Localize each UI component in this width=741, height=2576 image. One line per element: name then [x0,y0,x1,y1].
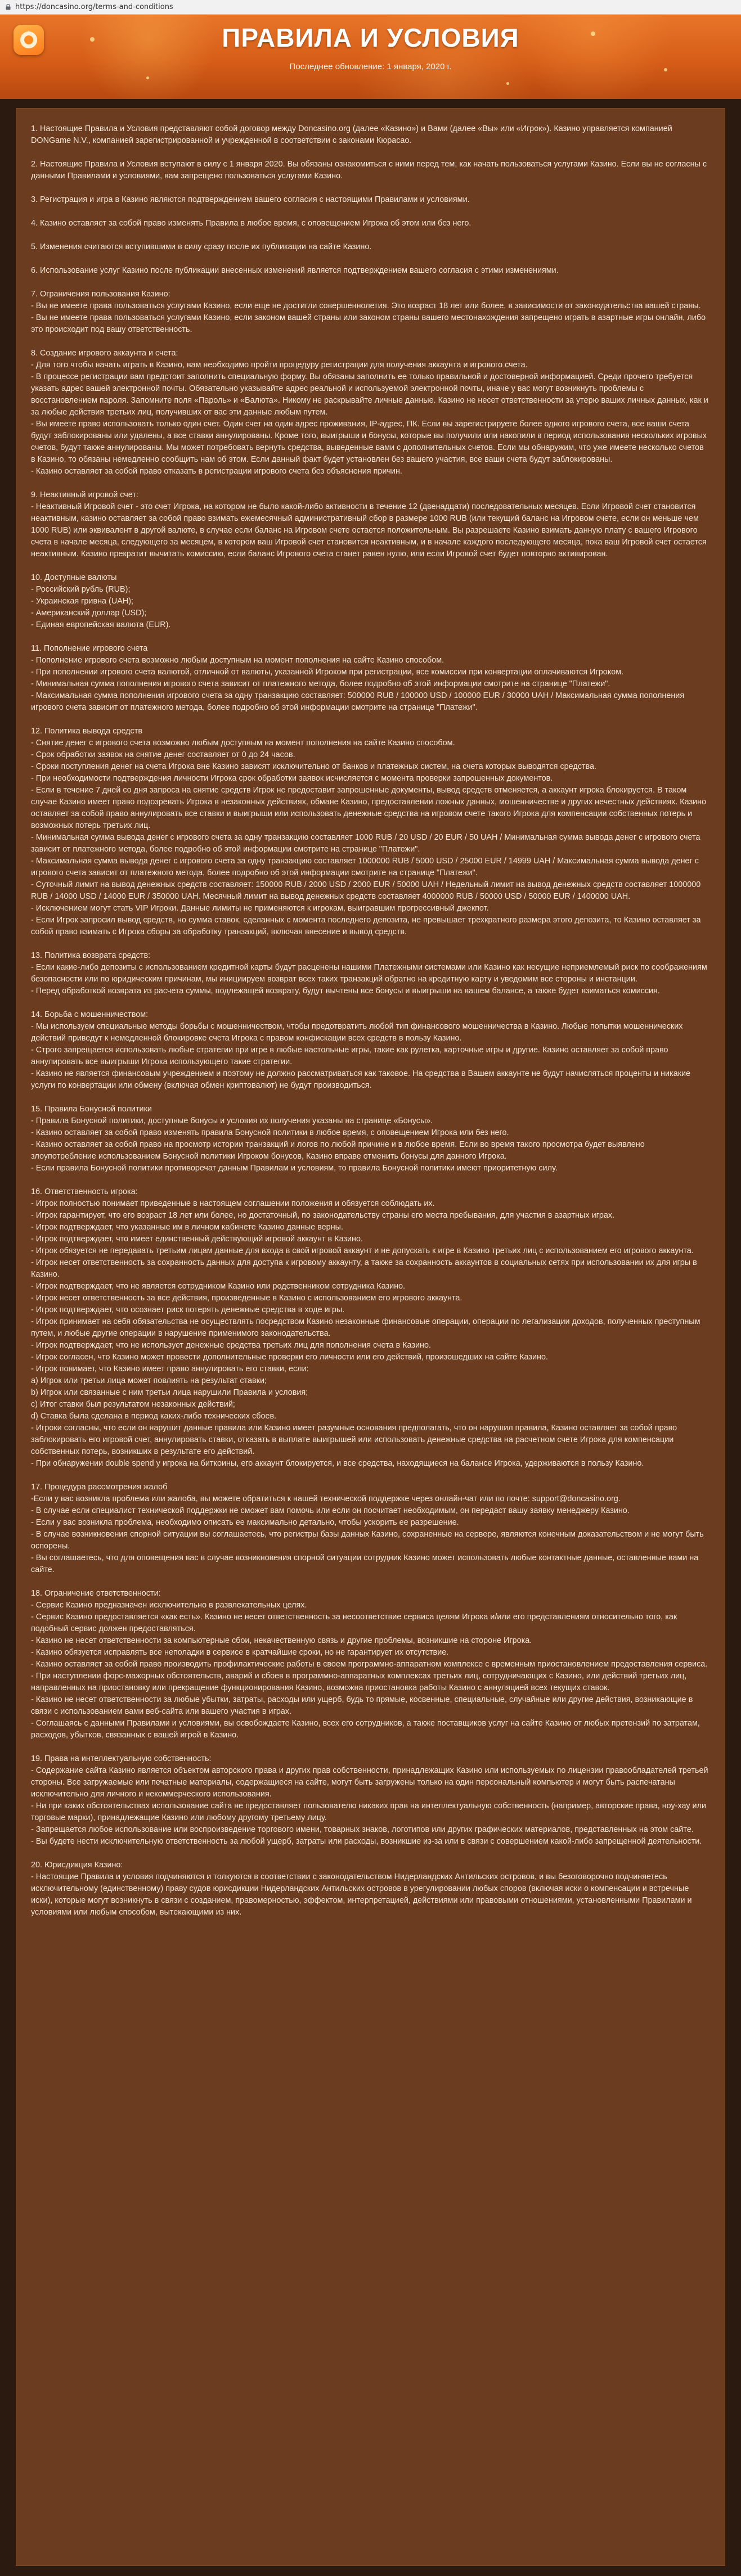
decor-sparkle [146,76,149,79]
page-title: ПРАВИЛА И УСЛОВИЯ [222,23,519,52]
lock-icon [6,4,11,10]
terms-section: 9. Неактивный игровой счет: - Неактивный Игровой счет - это счет Игрока, на котором не было какой-либо активности в течение 12 (двенадцати) последовательных месяцев. Если Игровой счет становится неактивным, казино оставляет за собой право взимать ежемесячный административный сбор в размере 1000 RUB (или текущий баланс на Игровом счете, если он меньше чем 1000 RUB) или эквивалент в другой валюте, в случае если баланс на Игровом счете остается положительным. Вы разрешаете Казино взимать данную плату с вашего Игрового счета в начале месяца, следующего за месяцем, в котором ваш Игровой счет становится неактивным, и в начале каждого последующего месяца, пока ваш Игровой счет остается неактивным. Казино прекратит вычитать комиссию, если баланс Игрового счета станет равен нулю, или если Игровой счет будет повторно активирован. [31,490,707,559]
terms-panel [16,108,725,2566]
terms-section: 16. Ответственность игрока: - Игрок полностью понимает приведенные в настоящем соглашении положения и обязуется соблюдать их. - Игрок гарантирует, что его возраст 18 лет или более, но достаточный, по законодательству страны его места пребывания, для участия в азартных играх. - Игрок подтверждает, что указанные им в личном кабинете Казино данные верны. - Игрок подтверждает, что имеет единственный действующий игровой аккаунт в Казино. - Игрок обязуется не передавать третьим лицам данные для входа в свой игровой аккаунт и не допускать к игре в Казино третьих лиц с использованием его игрового аккаунта. - Игрок несет ответственность за сохранность данных для доступа к игровому аккаунту, а также за сохранность аккаунтов в социальных сетях при использовании их для игры в Казино. - Игрок подтверждает, что не является сотрудником Казино или родственником сотрудника Казино. - Игрок несет ответственность за все действия, произведенные в Казино с использованием его игрового аккаунта. - Игрок подтверждает, что осознает риск потерять денежные средства в ходе игры. - Игрок принимает на себя обязательства не осуществлять посредством Казино незаконные финансовые операции, операции по легализации доходов, полученных преступным путем, и любые другие операции в нарушение применимого законодательства. - Игрок подтверждает, что не использует денежные средства третьих лиц для пополнения счета в Казино. - Игрок согласен, что Казино может провести дополнительные проверки его личности или его действий, произошедших на сайте Казино. - Игрок понимает, что Казино имеет право аннулировать его ставки, если: a) Игрок или третьи лица может повлиять на результат ставки; b) Игрок или связанные с ним третьи лица нарушили Правила и условия; c) Итог ставки был результатом незаконных действий; d) Ставка была сделана в период каких-либо технических сбоев. - Игроки согласны, что если он нарушит данные правила или Казино имеет разумные основания предполагать, что он нарушил правила, Казино оставляет за собой право заблокировать его игровой счет, аннулировать ставки, отказать в выплате выигрышей или использовать денежные средства на расчетном счете Игрока для компенсации собственных потерь, возникших в результате его действий. - При обнаружении double spend у игрока на биткоины, его аккаунт блокируется, и все средства, находящиеся на балансе Игрока, удерживаются в пользу Казино. [31,1187,700,1468]
terms-section: 11. Пополнение игрового счета - Пополнение игрового счета возможно любым доступным на момент пополнения на сайте Казино способом. - При пополнении игрового счета валютой, отличной от валюты, указанной Игроком при регистрации, все комиссии при конвертации оплачиваются Игроком. - Минимальная сумма пополнения игрового счета зависит от платежного метода, более подробно об этой информации смотрите на странице "Платежи". - Максимальная сумма пополнения игрового счета за одну транзакцию составляет: 500000 RUB / 100000 USD / 100000 EUR / 30000 UAH / Максимальная сумма пополнения игрового счета зависит от платежного метода, более подробно об этой информации смотрите на странице "Платежи". [31,644,685,712]
browser-address-bar[interactable] [0,0,741,15]
terms-section: 2. Настоящие Правила и Условия вступают в силу с 1 января 2020. Вы обязаны ознакомиться с ними перед тем, как начать пользоваться услугами Казино. Если вы не согласны с данными Правилами и условиями, вам запрещено пользоваться услугами Казино. [31,160,707,181]
terms-section: 20. Юрисдикция Казино: - Настоящие Правила и условия подчиняются и толкуются в соответствии с законодательством Нидерландских Антильских островов, и вы безоговорочно подчиняетесь исключительному (единственному) праву судов юрисдикции Нидерландских Антильских островов в урегулировании любых споров (включая иски о компенсации и встречные иски), которые могут возникнуть в связи с созданием, правомерностью, эффектом, интерпретацией, действиями или правовыми отношениями, установленными Правилами и условиями или любым способом, вытекающими из них. [31,1861,692,1917]
terms-section: 10. Доступные валюты - Российский рубль (RUB); - Украинская гривна (UAH); - Американский доллар (USD); - Единая европейская валюта (EUR). [31,573,171,629]
terms-section: 17. Процедура рассмотрения жалоб -Если у вас возникла проблема или жалоба, вы можете обратиться к нашей технической поддержке через онлайн-чат или по почте: support@doncasino.org. - В случае если специалист технической поддержки не сможет вам помочь или если он посчитает необходимым, он передаст вашу заявку менеджеру Казино. - Если у вас возникла проблема, необходимо описать ее максимально детально, чтобы ускорить ее разрешение. - В случае возникновения спорной ситуации вы соглашаетесь, что регистры базы данных Казино, сохраненные на сервере, являются конечным доказательством и не могут быть оспорены. - Вы соглашаетесь, что для оповещения вас в случае возникновения спорной ситуации сотрудник Казино может использовать любые контактные данные, оставленные вами на сайте. [31,1483,704,1574]
last-updated: Последнее обновление: 1 января, 2020 г. [289,62,452,71]
terms-section: 1. Настоящие Правила и Условия представляют собой договор между Doncasino.org (далее «Казино») и Вами (далее «Вы» или «Игрок»). Казино управляется компанией DONGame N.V., компанией зарегистрированной и учрежденной в соответствии с законами Кюрасао. [31,124,672,145]
terms-section: 8. Создание игрового аккаунта и счета: - Для того чтобы начать играть в Казино, вам необходимо пройти процедуру регистрации для получения аккаунта и игрового счета. - В процессе регистрации вам предстоит заполнить специальную форму. Вы обязаны заполнить ее только правильной и достоверной информацией. Среди прочего требуется указать адрес вашей электронной почты. Обязательно указывайте адрес реальной и используемой электронной почты, иначе у вас могут возникнуть проблемы с восстановлением пароля. Запомните поля «Пароль» и «Валюта». Никому не раскрывайте личные данные. Казино не несет ответственности за утерю ваших личных данных, как и за любые действия третьих лиц, получивших от вас эти данные любым путем. - Вы имеете право использовать только один счет. Один счет на один адрес проживания, IP-адрес, ПК. Если вы зарегистрируете более одного игрового счета, все ваши счета будут заблокированы или удалены, а все ставки аннулированы. Кроме того, выигрыши и бонусы, которые вы получили или накопили в период использования нескольких игровых счетов, будут также аннулированы. Мы может потребовать вернуть средства, выведенные вами с дополнительных счетов. Если мы обнаружим, что уже имеете несколько счетов в Казино, то обязаны немедленно сообщить нам об этом. Если данный факт будет установлен без вашего участия, все ваши счета будут заблокированы. - Казино оставляет за собой право отказать в регистрации игрового счета без объяснения причин. [31,349,708,476]
terms-section: 6. Использование услуг Казино после публикации внесенных изменений является подтверждением вашего согласия с этими изменениями. [31,266,559,275]
terms-section: 7. Ограничения пользования Казино: - Вы не имеете права пользоваться услугами Казино, если еще не достигли совершеннолетия. Это возраст 18 лет или более, в зависимости от законодательства вашей страны. - Вы не имеете права пользоваться услугами Казино, если законом вашей страны или законом страны вашего местонахождения запрещено играть в азартные игры онлайн, либо это происходит под вашу ответственность. [31,290,706,334]
terms-section: 14. Борьба с мошенничеством: - Мы используем специальные методы борьбы с мошенничеством, чтобы предотвратить любой тип финансового мошенничества в Казино. Любые попытки мошеннических действий приведут к немедленной блокировке счета Игрока с правом конфискации всех средств в пользу Казино. - Строго запрещается использовать любые стратегии при игре в любые настольные игры, такие как рулетка, карточные игры и другие. Казино оставляет за собой право аннулировать все выигрыши Игрока использующего такие стратегии. - Казино не является финансовым учреждением и поэтому не должно рассматриваться как таковое. На средства в Вашем аккаунте не будут начисляться проценты и никакие услуги по конвертации или обмену (включая обмен криптовалют) не будут производиться. [31,1010,691,1090]
decor-sparkle [506,82,509,85]
terms-section: 19. Права на интеллектуальную собственность: - Содержание сайта Казино является объектом авторского права и других прав собственности, принадлежащих Казино или используемых по лицензии правообладателей третьей стороны. Все загружаемые или печатные материалы, содержащиеся на сайте, могут быть загружены только на один персональный компьютер и могут быть распечатаны исключительно для личного и некоммерческого использования. - Ни при каких обстоятельствах использование сайта не предоставляет пользователю никаких прав на интеллектуальную собственность (например, авторские права, ноу-хау или торговые марки), принадлежащие Казино или любому другому третьему лицу. - Запрещается любое использование или воспроизведение торгового имени, товарных знаков, логотипов или других графических материалов, представленных на этом сайте. - Вы будете нести исключительную ответственность за любой ущерб, затраты или расходы, возникшие из-за или в связи с совершением какой-либо запрещенной деятельности. [31,1754,708,1846]
terms-section: 15. Правила Бонусной политики - Правила Бонусной политики, доступные бонусы и условия их получения указаны на странице «Бонусы». - Казино оставляет за собой право изменять правила Бонусной политики в любое время, с оповещением Игрока или без него. - Казино оставляет за собой право на просмотр истории транзакций и логов по любой причине и в любое время. Если во время такого просмотра будет выявлено злоупотребление использованием Бонусной политики Игроком бонусов, Казино вправе отменить бонусы для данного Игрока. - Если правила Бонусной политики противоречат данным Правилам и условиям, то правила Бонусной политики имеют приоритетную силу. [31,1105,645,1173]
terms-section: 13. Политика возврата средств: - Если какие-либо депозиты с использованием кредитной карты будут расценены нашими Платежными системами или Казино как несущие неприемлемый риск по соображениям безопасности или по юридическим причинам, мы инициируем возврат всех таких транзакций обратно на кредитную карту и уведомим все стороны и инстанции. - Перед обработкой возврата из расчета суммы, подлежащей возврату, будут вычтены все бонусы и выигрыши на вашем балансе, а также будет взиматься комиссия. [31,951,707,996]
terms-section: 5. Изменения считаются вступившими в силу сразу после их публикации на сайте Казино. [31,242,372,251]
terms-section: 18. Ограничение ответственности: - Сервис Казино предназначен исключительно в развлекательных целях. - Сервис Казино предоставляется «как есть». Казино не несет ответственность за несоответствие сервиса целям Игрока и/или его представлениям относительно того, как подобный сервис должен предоставляться. - Казино не несет ответственности за компьютерные сбои, некачественную связь и другие проблемы, возникшие на стороне Игрока. - Казино обязуется исправлять все неполадки в сервисе в кратчайшие сроки, но не гарантирует их отсутствие. - Казино оставляет за собой право производить профилактические работы в своем программно-аппаратном комплексе с временным приостановлением предоставления сервиса. - При наступлении форс-мажорных обстоятельств, аварий и сбоев в программно-аппаратных комплексах третьих лиц, сотрудничающих с Казино, или действий третьих лиц, направленных на приостановку или прекращение функционирования Казино, возможна приостановка работы Казино с аннуляцией всех текущих ставок. - Казино не несет ответственности за любые убытки, затраты, расходы или ущерб, будь то прямые, косвенные, специальные, случайные или другие действия, возникающие в связи с использованием вами веб-сайта или вашего участия в играх. - Соглашаясь с данными Правилами и условиями, вы освобождаете Казино, всех его сотрудников, а также поставщиков услуг на сайте Казино от любых претензий по затратам, расходов, убытков, связанных с вашей игрой в Казино. [31,1589,708,1740]
terms-section: 4. Казино оставляет за собой право изменять Правила в любое время, с оповещением Игрока об этом или без него. [31,219,471,228]
terms-content [31,123,710,1919]
terms-section: 12. Политика вывода средств - Снятие денег с игрового счета возможно любым доступным на момент пополнения на сайте Казино способом. - Срок обработки заявок на снятие денег составляет от 0 до 24 часов. - Сроки поступления денег на счета Игрока вне Казино зависят исключительно от банков и платежных систем, на счета которых выводятся средства. - При необходимости подтверждения личности Игрока срок обработки заявок исчисляется с момента проверки запрошенных документов. - Если в течение 7 дней со дня запроса на снятие средств Игрок не предоставит запрошенные документы, вывод средств отменяется, а аккаунт игрока блокируется. В таком случае Казино имеет право подозревать Игрока в незаконных действиях, обмане Казино, предоставлении ложных данных, мошенничестве и других нечестных действиях. Казино оставляет за собой право аннулировать все ставки и выигрыши или использовать денежные средства на игровом счете такого Игрока для компенсации собственных потерь и возможных потерь третьих лиц. - Минимальная сумма вывода денег с игрового счета за одну транзакцию составляет 1000 RUB / 20 USD / 20 EUR / 50 UAH / Минимальная сумма вывода денег с игрового счета зависит от платежного метода, более подробно об этой информации смотрите на странице "Платежи". - Максимальная сумма вывода денег с игрового счета за одну транзакцию составляет 1000000 RUB / 5000 USD / 25000 EUR / 14999 UAH / Максимальная сумма вывода денег с игрового счета зависит от платежного метода, более подробно об этой информации смотрите на странице "Платежи". - Суточный лимит на вывод денежных средств составляет: 150000 RUB / 2000 USD / 2000 EUR / 50000 UAH / Недельный лимит на вывод денежных средств составляет 1000000 RUB / 14000 USD / 14000 EUR / 350000 UAH. Месячный лимит на вывод денежных средств составляет 4000000 RUB / 50000 USD / 50000 EUR / 1400000 UAH. - Исключением могут стать VIP Игроки. Данные лимиты не применяются к игрокам, выигравшим прогрессивный джекпот. - Если Игрок запросил вывод средств, но сумма ставок, сделанных с момента последнего депозита, не превышает трехкратного размера этого депозита, то Казино оставляет за собой право взимать с Игрока сборы за обработку транзакций, включая внесение и вывод средств. [31,727,707,936]
url-text: https://doncasino.org/terms-and-conditions [15,3,173,11]
page-header [0,15,741,99]
terms-section: 3. Регистрация и игра в Казино являются подтверждением вашего согласия с настоящими Правилами и условиями. [31,195,470,204]
